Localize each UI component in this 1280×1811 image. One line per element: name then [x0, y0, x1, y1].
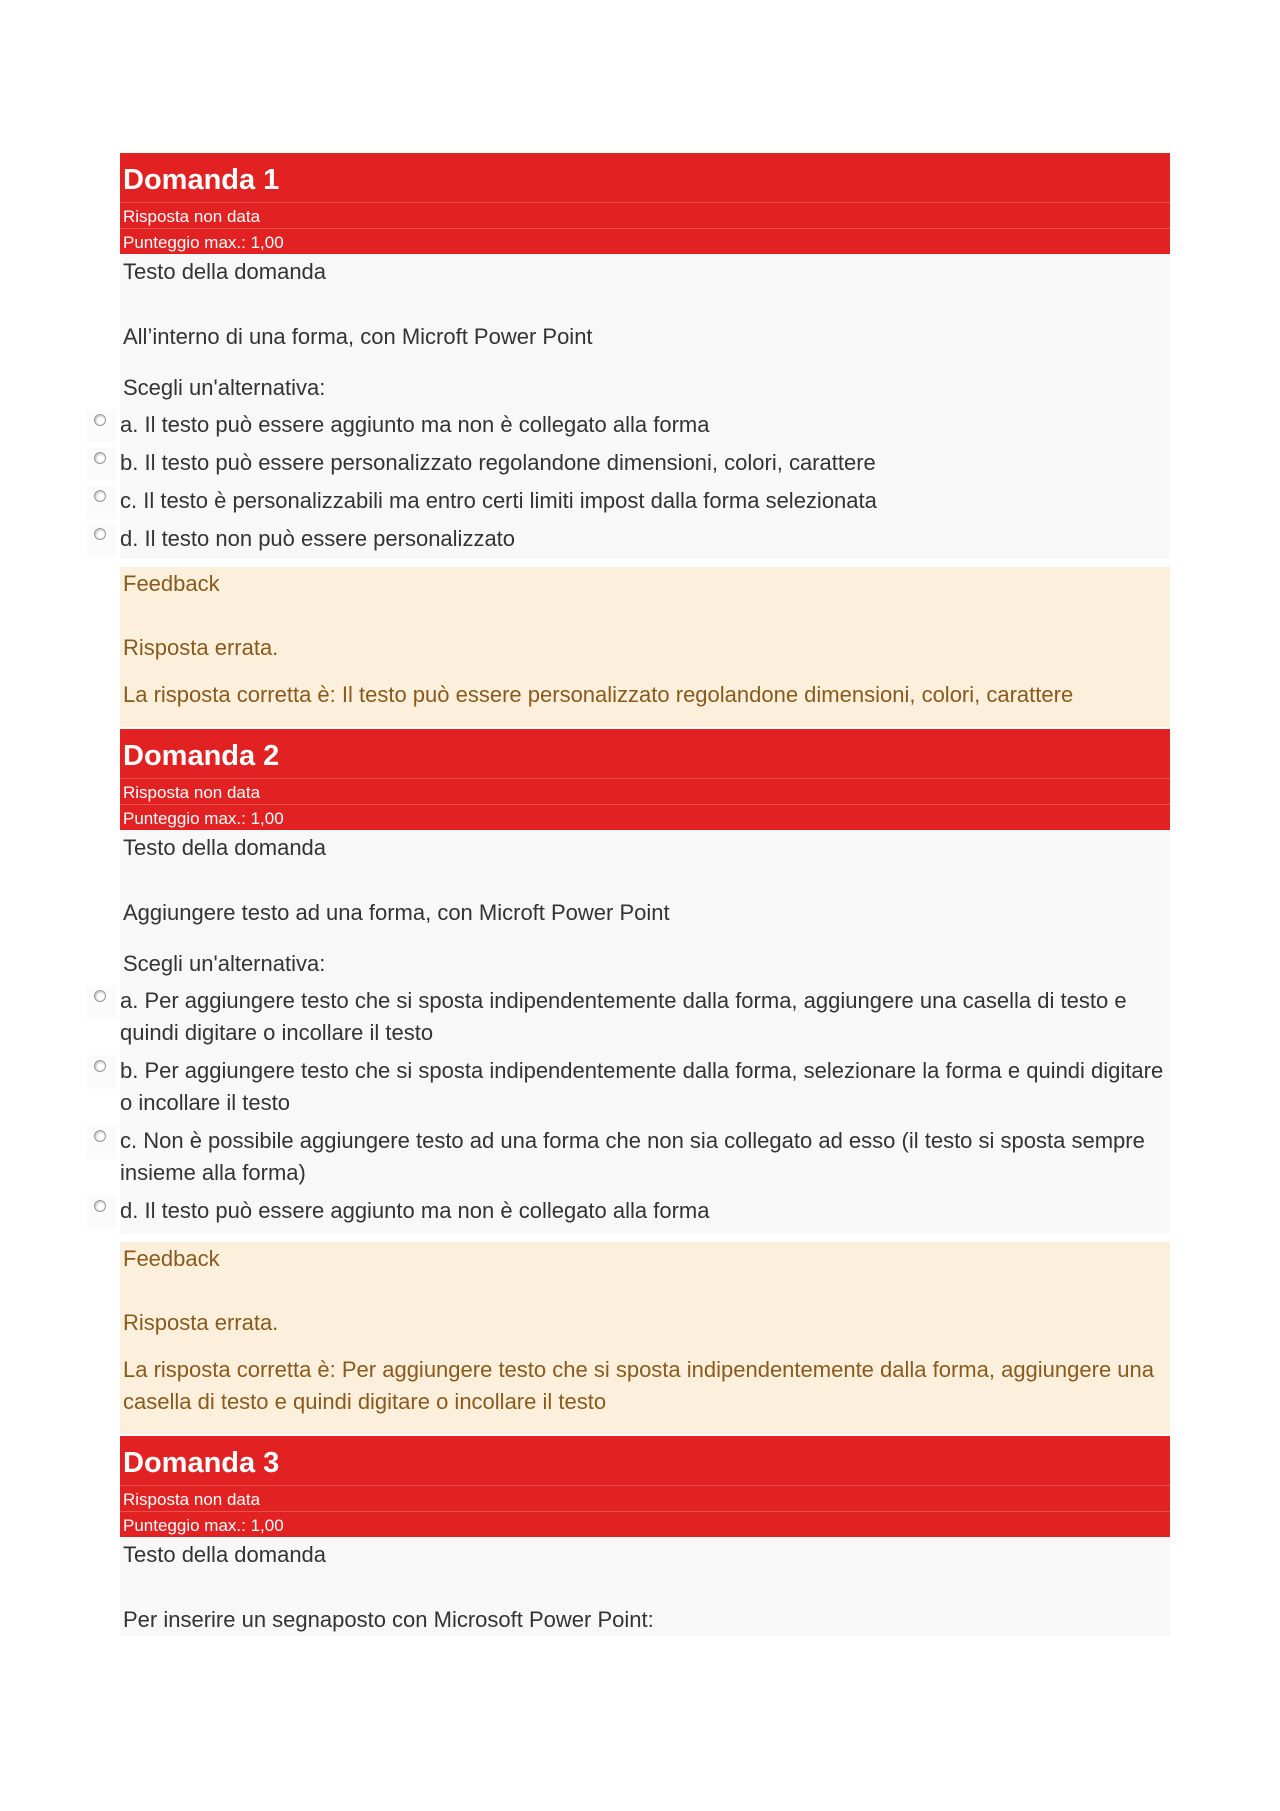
- question-section-label: Testo della domanda: [123, 835, 327, 860]
- radio-button[interactable]: [87, 409, 117, 443]
- feedback-panel: [120, 1242, 1170, 1434]
- answer-prompt: Scegli un'alternativa:: [123, 951, 326, 976]
- option-label: b. Il testo può essere personalizzato regolandone dimensioni, colori, carattere: [120, 450, 876, 475]
- question-status: Risposta non data: [120, 1486, 1170, 1512]
- answer-option-b[interactable]: [120, 447, 1170, 479]
- option-label: b. Per aggiungere testo che si sposta indipendentemente dalla forma, selezionare la forma e quindi digitare o incollare il testo: [120, 1058, 1164, 1115]
- option-label: a. Il testo può essere aggiunto ma non è collegato alla forma: [120, 412, 710, 437]
- radio-button[interactable]: [87, 1055, 117, 1089]
- radio-button[interactable]: [87, 1125, 117, 1159]
- radio-button[interactable]: [87, 447, 117, 481]
- feedback-label: Feedback: [123, 1246, 220, 1271]
- feedback-label: Feedback: [123, 571, 220, 596]
- question-1: [120, 153, 1170, 727]
- option-label: c. Il testo è personalizzabili ma entro certi limiti impost dalla forma selezionata: [120, 488, 877, 513]
- option-label: d. Il testo può essere aggiunto ma non è collegato alla forma: [120, 1198, 710, 1223]
- answer-option-d[interactable]: [120, 1195, 1170, 1227]
- question-header: [120, 1436, 1170, 1537]
- question-max-score: Punteggio max.: 1,00: [123, 809, 284, 828]
- question-section-label: Testo della domanda: [123, 259, 327, 284]
- answer-option-c[interactable]: [120, 1125, 1170, 1189]
- feedback-result: Risposta errata.: [123, 1310, 279, 1335]
- question-max-score: Punteggio max.: 1,00: [123, 233, 284, 252]
- answer-option-d[interactable]: [120, 523, 1170, 555]
- question-body: [120, 254, 1170, 559]
- radio-button[interactable]: [87, 985, 117, 1019]
- option-label: c. Non è possibile aggiungere testo ad una forma che non sia collegato ad esso (il testo si sposta sempre insieme alla forma): [120, 1128, 1145, 1185]
- feedback-correct-answer: La risposta corretta è: Per aggiungere testo che si sposta indipendentemente dalla forma, aggiungere una casella di testo e quindi digitare o incollare il testo: [123, 1357, 1154, 1414]
- radio-button[interactable]: [87, 485, 117, 519]
- question-text: Per inserire un segnaposto con Microsoft Power Point:: [123, 1607, 654, 1632]
- answer-option-a[interactable]: [120, 985, 1170, 1049]
- question-text: Aggiungere testo ad una forma, con Microft Power Point: [123, 900, 670, 925]
- question-status: Risposta non data: [120, 779, 1170, 805]
- quiz-review: [120, 153, 1170, 1636]
- option-label: a. Per aggiungere testo che si sposta indipendentemente dalla forma, aggiungere una casella di testo e quindi digitare o incollare il testo: [120, 988, 1127, 1045]
- question-status: Risposta non data: [120, 203, 1170, 229]
- feedback-result: Risposta errata.: [123, 635, 279, 660]
- question-header: [120, 729, 1170, 830]
- answer-prompt: Scegli un'alternativa:: [123, 375, 326, 400]
- option-label: d. Il testo non può essere personalizzato: [120, 526, 516, 551]
- feedback-panel: [120, 567, 1170, 727]
- question-text: All’interno di una forma, con Microft Power Point: [123, 324, 593, 349]
- radio-button[interactable]: [87, 1195, 117, 1229]
- question-body: [120, 1537, 1170, 1636]
- question-2: [120, 729, 1170, 1434]
- answer-option-a[interactable]: [120, 409, 1170, 441]
- question-title: Domanda 1: [120, 153, 1170, 203]
- question-max-score: Punteggio max.: 1,00: [123, 1516, 284, 1535]
- radio-button[interactable]: [87, 523, 117, 557]
- question-title: Domanda 3: [120, 1436, 1170, 1486]
- feedback-correct-answer: La risposta corretta è: Il testo può essere personalizzato regolandone dimensioni, colori, carattere: [123, 682, 1074, 707]
- question-header: [120, 153, 1170, 254]
- question-title: Domanda 2: [120, 729, 1170, 779]
- answer-option-c[interactable]: [120, 485, 1170, 517]
- answer-option-b[interactable]: [120, 1055, 1170, 1119]
- question-3: [120, 1436, 1170, 1636]
- question-section-label: Testo della domanda: [123, 1542, 327, 1567]
- question-body: [120, 830, 1170, 1234]
